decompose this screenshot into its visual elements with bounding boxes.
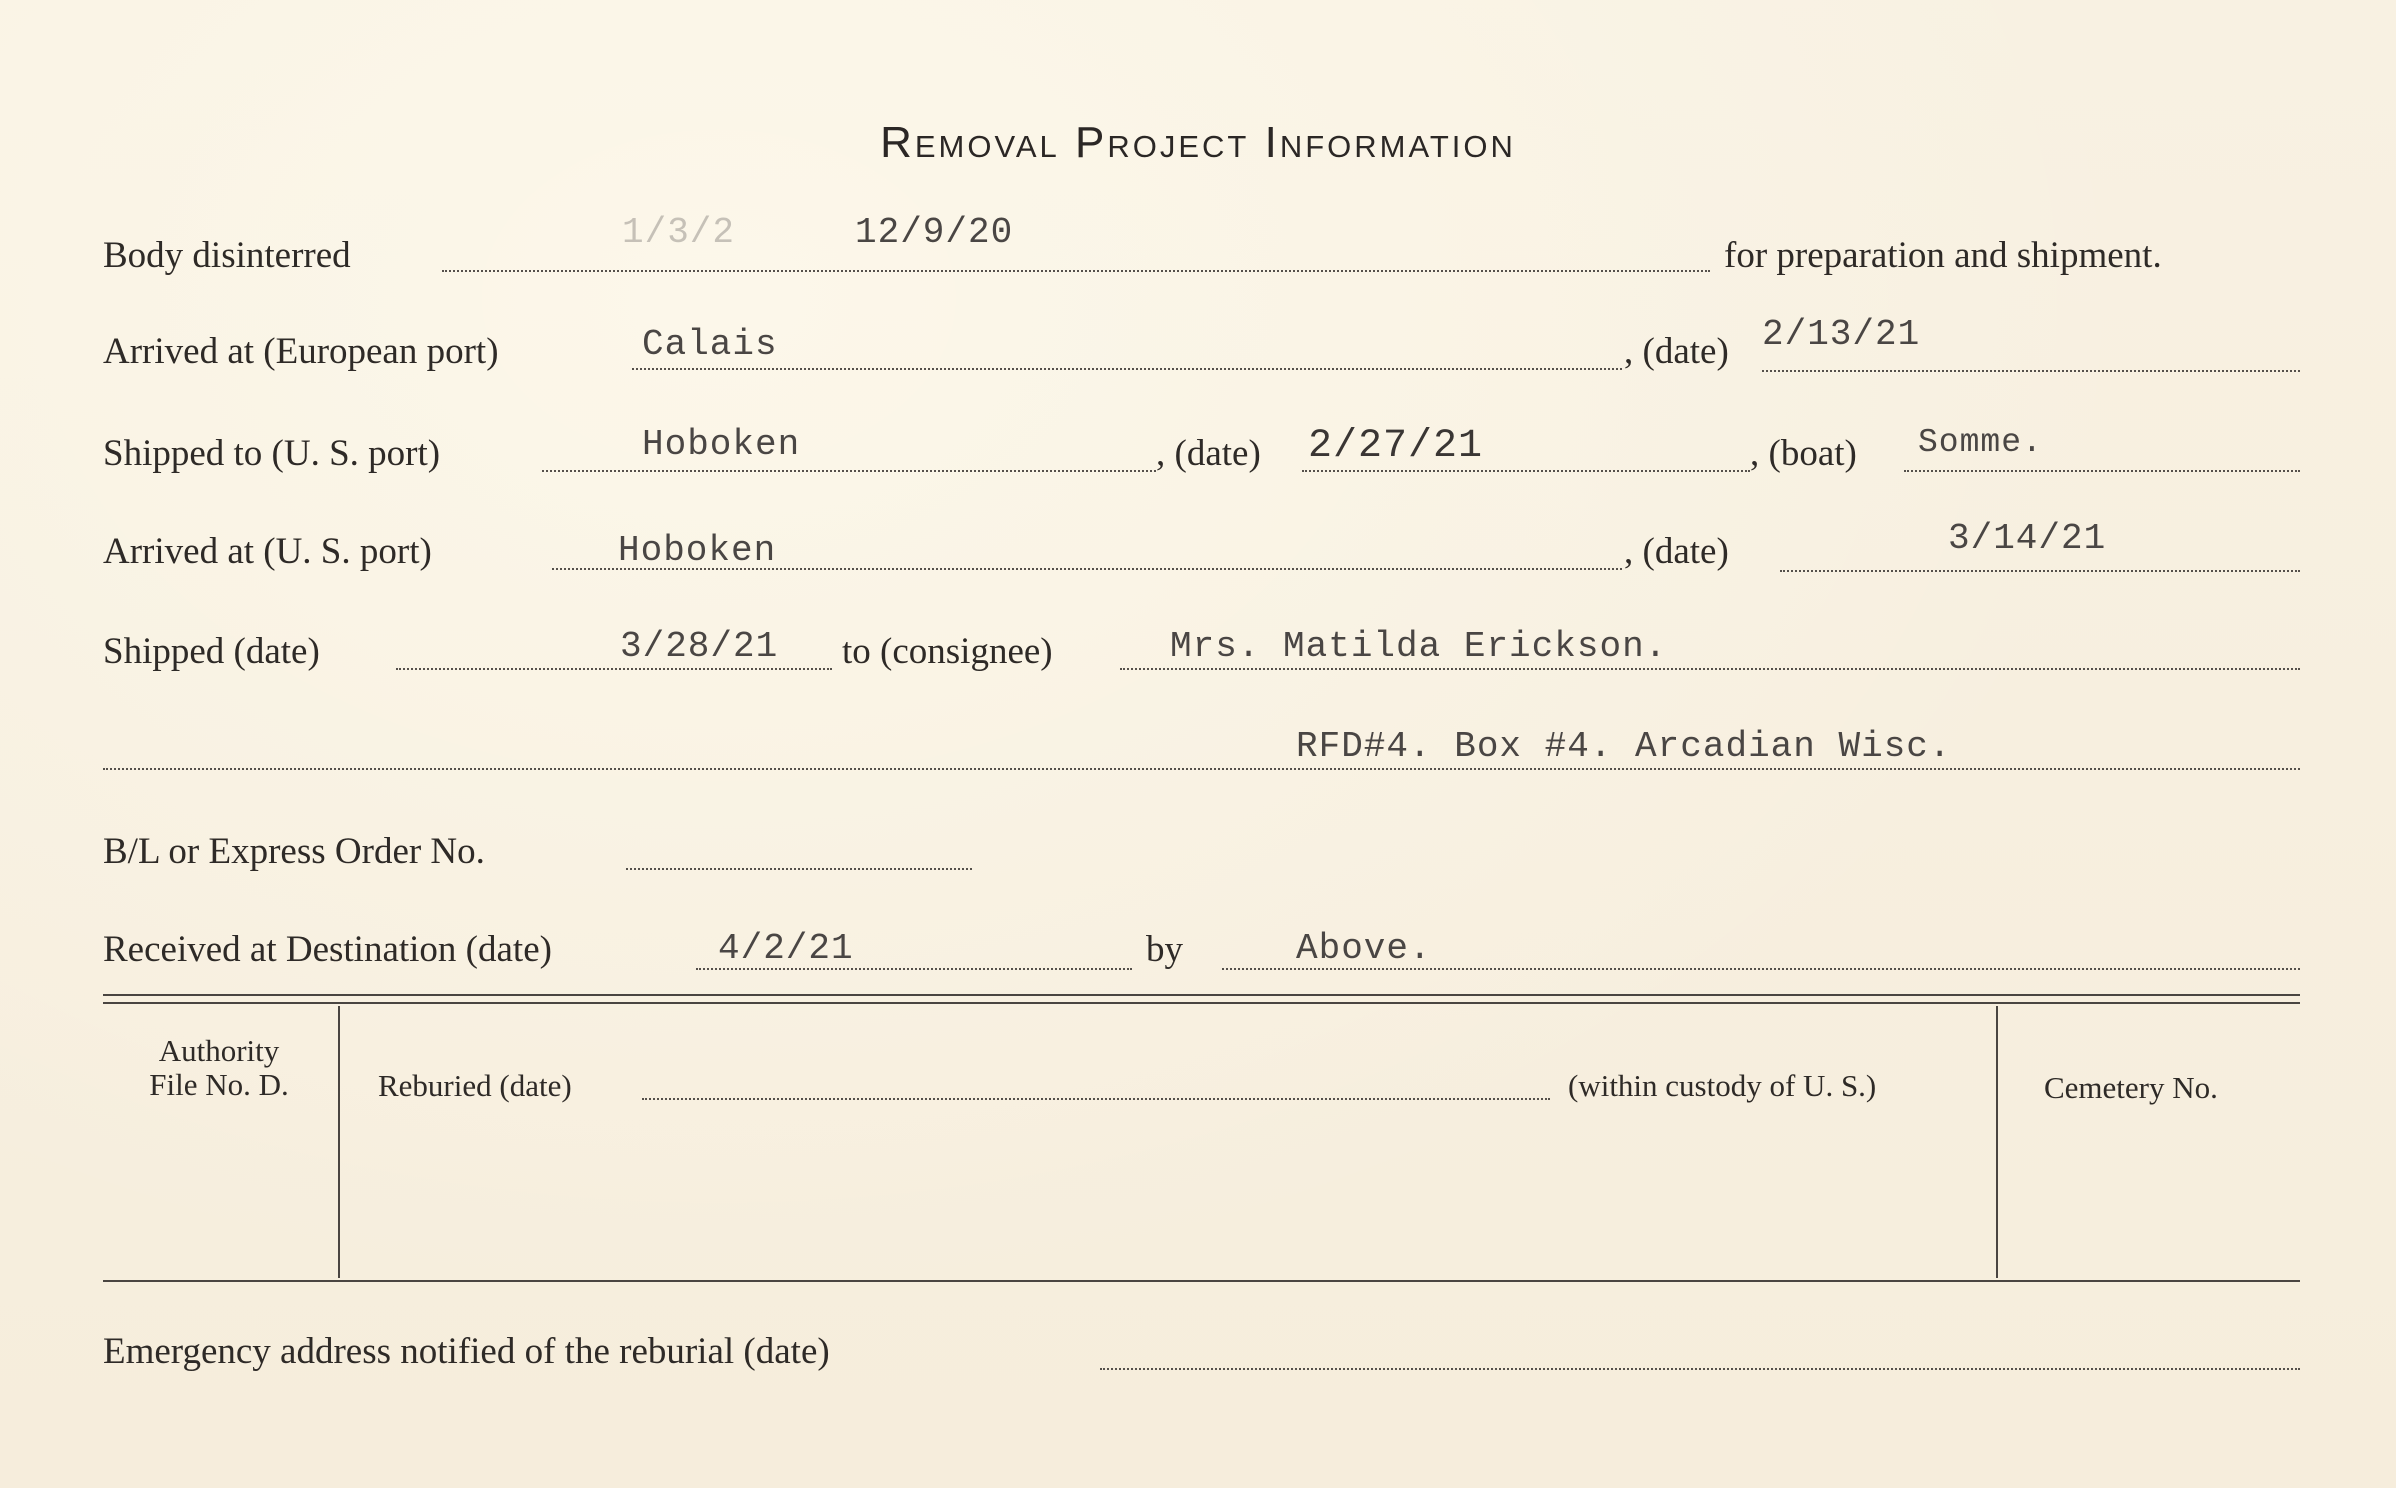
by-label: by [1146,929,1183,970]
disinterred-date: 12/9/20 [855,212,1014,253]
disinterred-faint-date: 1/3/2 [622,212,736,253]
shipped-date-line [396,668,832,670]
bl-label: B/L or Express Order No. [103,831,485,872]
card-title: Removal Project Information [880,118,1516,167]
emergency-label: Emergency address notified of the reburial (date) [103,1331,830,1372]
bl-line [626,868,972,870]
box-divider-right [1996,1006,1998,1278]
custody-label: (within custody of U. S.) [1568,1068,1877,1103]
authority-block [103,1034,335,1102]
reburied-label: Reburied (date) [378,1068,572,1103]
reburied-line [642,1098,1550,1100]
shipped-us-date-line [1302,470,1750,472]
box-divider-left [338,1006,340,1278]
cemetery-label: Cemetery No. [2044,1070,2218,1105]
disinterred-line [442,270,1710,272]
shipped-date-label: Shipped (date) [103,631,320,672]
shipped-us-label: Shipped to (U. S. port) [103,433,441,474]
arrived-us-port: Hoboken [618,530,777,571]
arrived-us-date-line [1780,570,2300,572]
boat-line [1904,470,2300,472]
arrived-eu-date-label: , (date) [1624,331,1729,372]
consignee-address-line [103,768,2300,770]
arrived-eu-date-line [1762,370,2300,372]
box-bottom-rule [103,1280,2300,1282]
authority-line1: Authority [158,1033,280,1068]
arrived-eu-port: Calais [642,324,778,365]
divider-rule-bottom [103,1002,2300,1004]
received-label: Received at Destination (date) [103,929,552,970]
arrived-us-date-label: , (date) [1624,531,1729,572]
consignee-address: RFD#4. Box #4. Arcadian Wisc. [1296,726,1952,767]
consignee-label: to (consignee) [842,631,1053,672]
arrived-us-date: 3/14/21 [1948,518,2107,559]
divider-rule-top [103,994,2300,996]
boat-label: , (boat) [1750,433,1857,474]
shipped-date: 3/28/21 [620,626,779,667]
shipped-us-port: Hoboken [642,424,801,465]
received-by: Above. [1296,928,1432,969]
consignee-name: Mrs. Matilda Erickson. [1170,626,1668,667]
boat-name: Somme. [1918,424,2043,461]
authority-line2: File No. D. [149,1067,289,1102]
arrived-eu-line [632,368,1622,370]
shipped-us-date: 2/27/21 [1308,424,1484,469]
arrived-eu-label: Arrived at (European port) [103,331,499,372]
shipped-us-date-label: , (date) [1156,433,1261,474]
emergency-line [1100,1368,2300,1370]
disinterred-suffix: for preparation and shipment. [1724,235,2162,276]
arrived-us-label: Arrived at (U. S. port) [103,531,432,572]
disinterred-label: Body disinterred [103,235,351,276]
arrived-eu-date: 2/13/21 [1762,314,1921,355]
consignee-line [1120,668,2300,670]
shipped-us-line [542,470,1156,472]
received-date: 4/2/21 [718,928,854,969]
